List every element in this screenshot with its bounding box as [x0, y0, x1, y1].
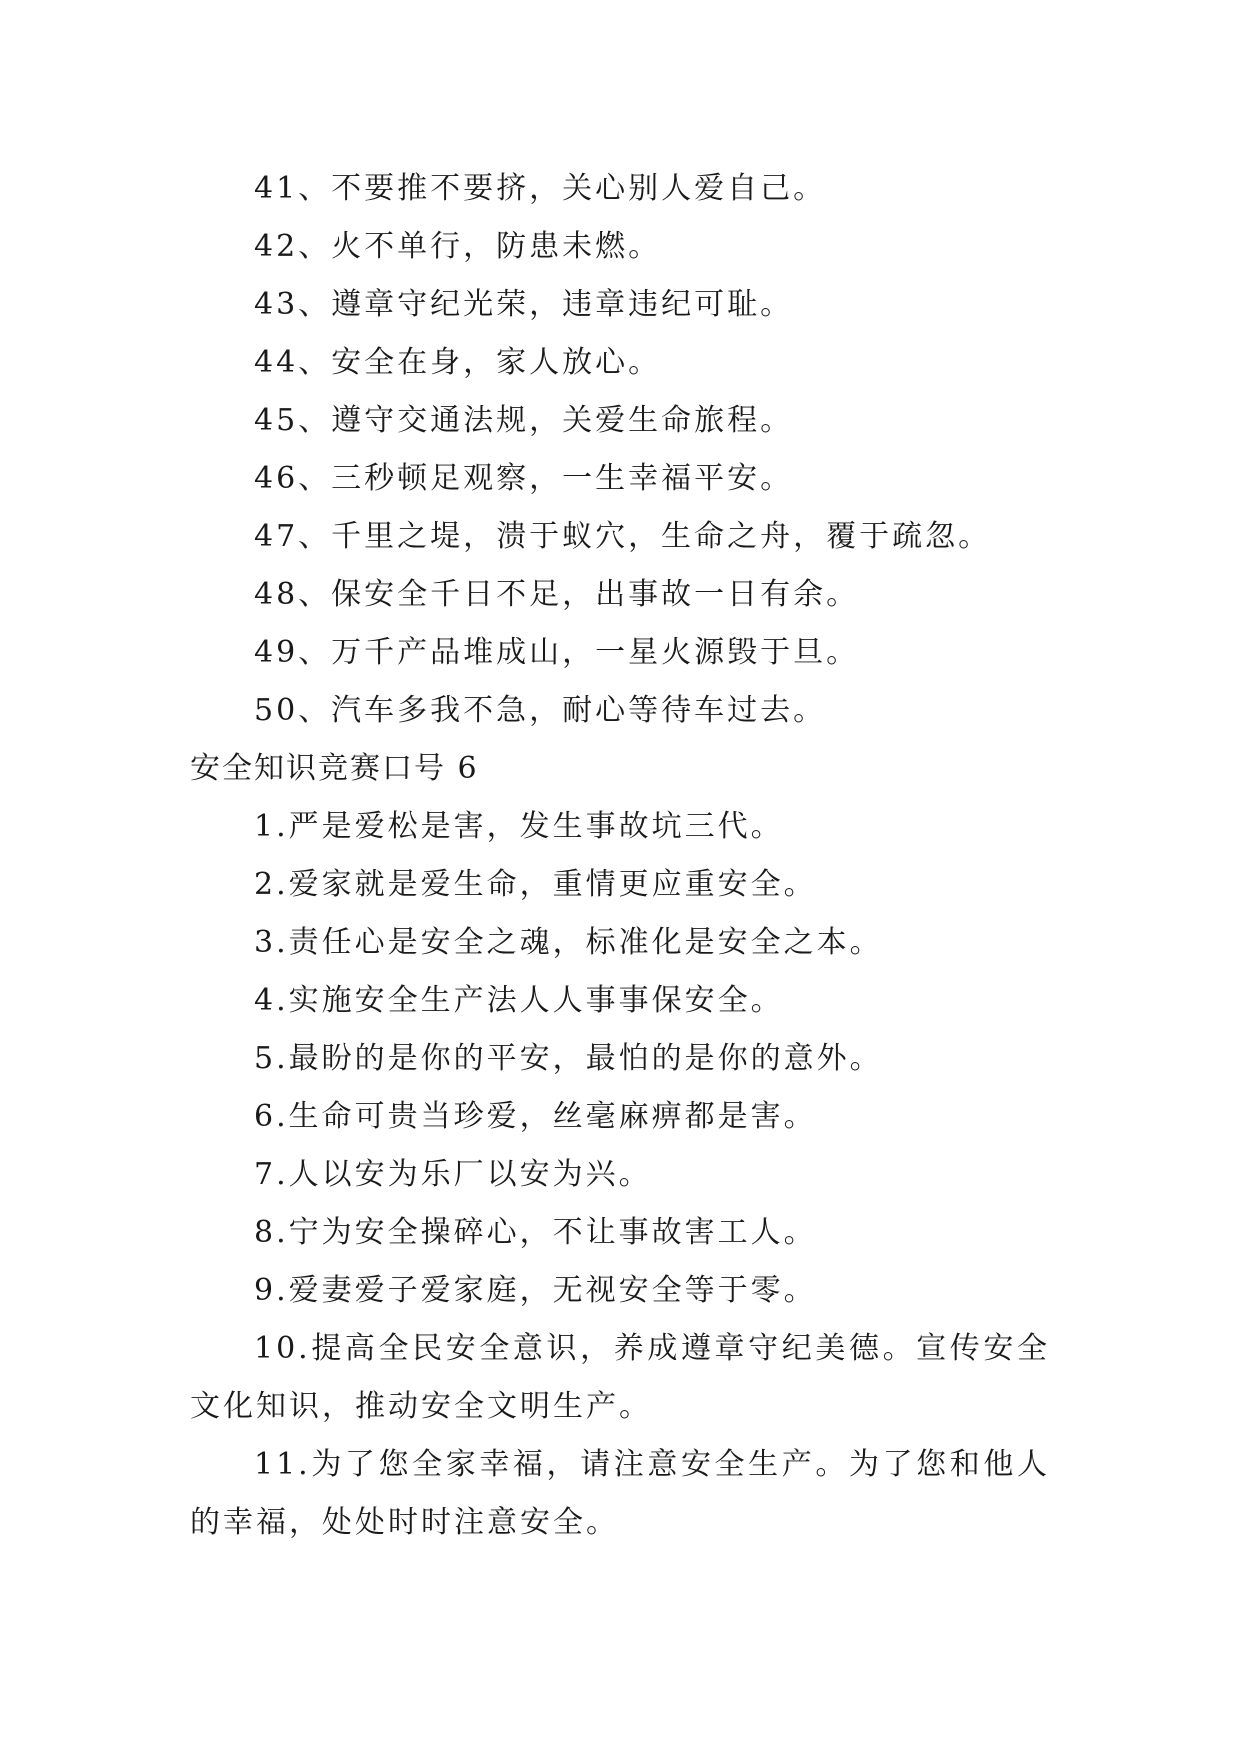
slogan-line: 4.实施安全生产法人人事事保安全。 [254, 983, 784, 1018]
slogan-line: 2.爱家就是爱生命，重情更应重安全。 [254, 867, 817, 902]
slogan-line: 5.最盼的是你的平安，最怕的是你的意外。 [254, 1041, 883, 1076]
slogan-line: 6.生命可贵当珍爱，丝毫麻痹都是害。 [254, 1099, 817, 1134]
slogan-line: 8.宁为安全操碎心，不让事故害工人。 [254, 1215, 817, 1250]
document-body [190, 160, 1050, 1552]
slogan-line: 45、遵守交通法规，关爱生命旅程。 [254, 403, 794, 438]
slogan-line: 7.人以安为乐厂以安为兴。 [254, 1157, 652, 1192]
slogan-line: 47、千里之堤，溃于蚁穴，生命之舟，覆于疏忽。 [254, 519, 992, 554]
slogan-line: 42、火不单行，防患未燃。 [254, 229, 662, 264]
slogan-line: 1.严是爱松是害，发生事故坑三代。 [254, 809, 784, 844]
slogan-line: 50、汽车多我不急，耐心等待车过去。 [254, 693, 827, 728]
section-heading: 安全知识竞赛口号 6 [190, 751, 479, 786]
slogan-line: 46、三秒顿足观察，一生幸福平安。 [254, 461, 794, 496]
slogan-line: 9.爱妻爱子爱家庭，无视安全等于零。 [254, 1273, 817, 1308]
slogan-line: 48、保安全千日不足，出事故一日有余。 [254, 577, 860, 612]
slogan-line: 41、不要推不要挤，关心别人爱自己。 [254, 171, 827, 206]
slogan-paragraph: 11.为了您全家幸福，请注意安全生产。为了您和他人的幸福，处处时时注意安全。 [190, 1447, 1050, 1540]
slogan-line: 3.责任心是安全之魂，标准化是安全之本。 [254, 925, 883, 960]
slogan-line: 49、万千产品堆成山，一星火源毁于旦。 [254, 635, 860, 670]
slogan-paragraph: 10.提高全民安全意识，养成遵章守纪美德。宣传安全文化知识，推动安全文明生产。 [190, 1331, 1050, 1424]
slogan-line: 43、遵章守纪光荣，违章违纪可耻。 [254, 287, 794, 322]
slogan-line: 44、安全在身，家人放心。 [254, 345, 662, 380]
